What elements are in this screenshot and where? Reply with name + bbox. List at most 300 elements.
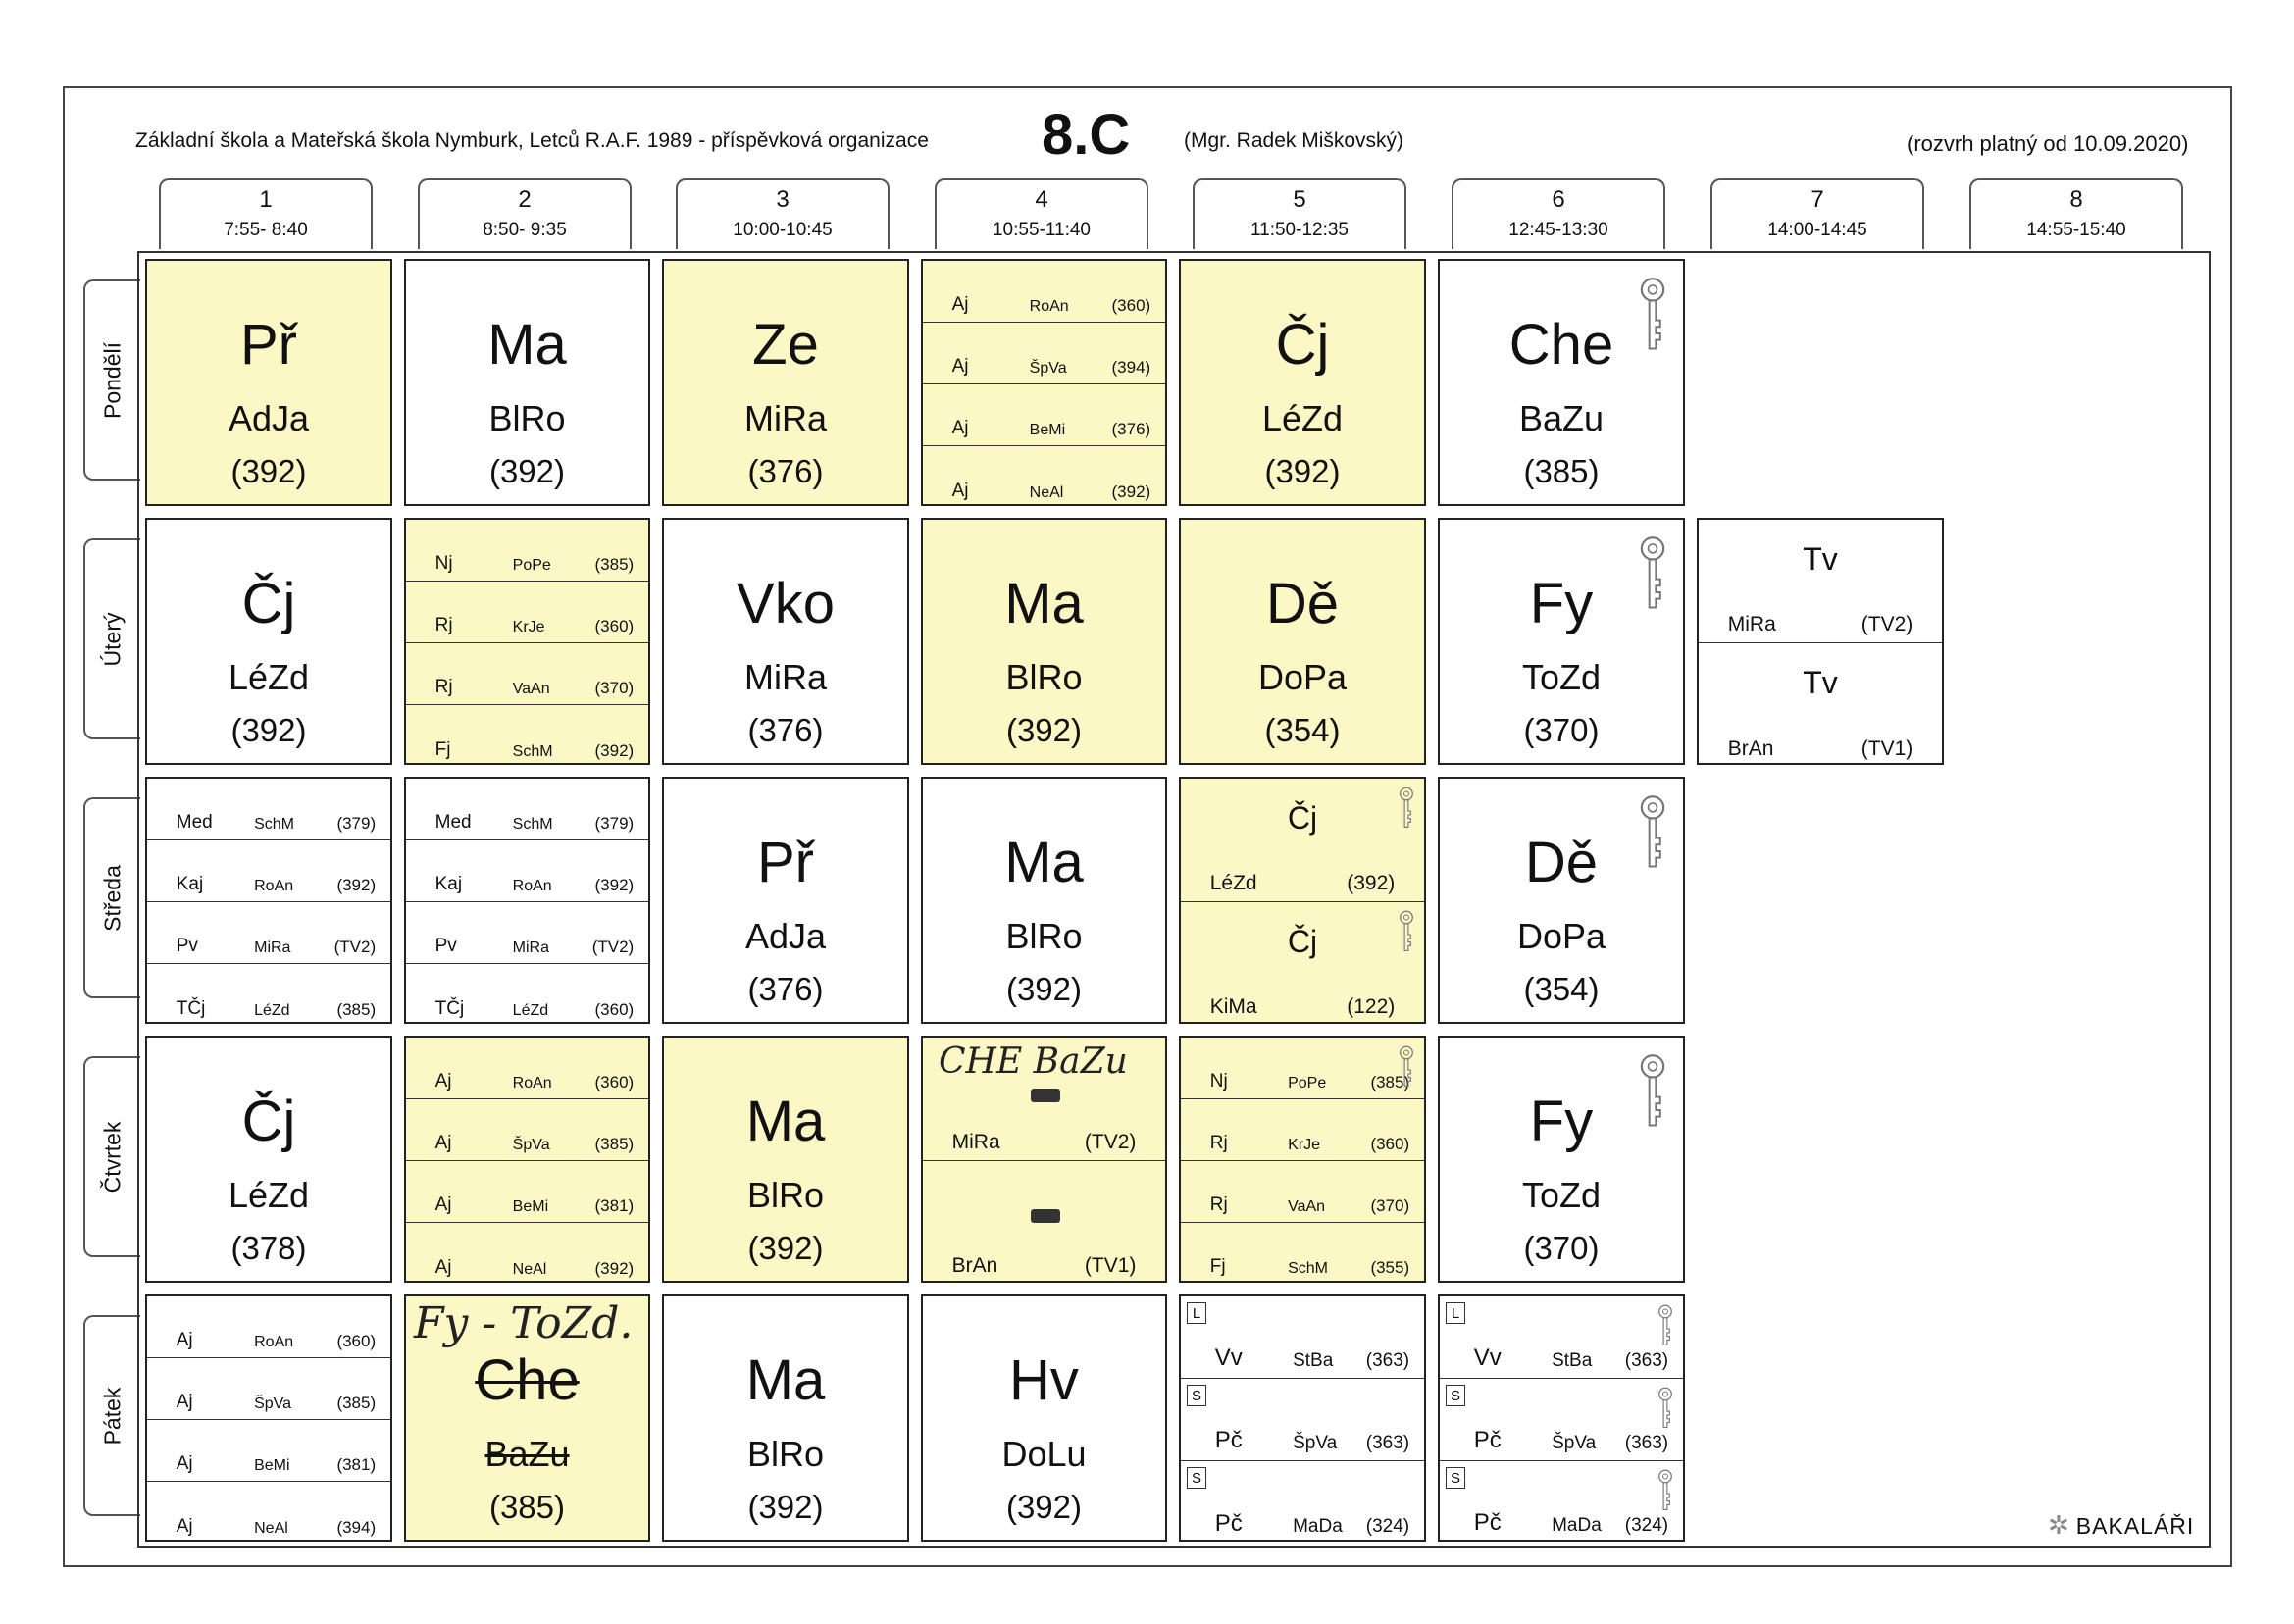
lesson-cell — [1697, 1036, 1944, 1283]
subject: Př — [757, 831, 814, 894]
subject: Pč — [1214, 1427, 1243, 1453]
lesson-row — [406, 902, 648, 964]
key-icon — [1657, 1469, 1673, 1512]
lesson-row — [147, 964, 390, 1024]
lesson-cell — [1956, 518, 2205, 765]
room: (354) — [1523, 971, 1600, 1007]
teacher: BlRo — [1005, 657, 1083, 697]
period-time: 11:50-12:35 — [1249, 220, 1349, 240]
subject: Aj — [176, 1330, 193, 1350]
teacher: KrJe — [512, 619, 545, 635]
lesson-row — [1181, 1038, 1424, 1099]
lesson-row — [1181, 1379, 1424, 1461]
teacher: RoAn — [1029, 298, 1069, 315]
lesson-row — [406, 840, 648, 902]
room: (360) — [594, 617, 635, 635]
lesson-row — [1699, 643, 1942, 765]
lesson-cell — [662, 259, 909, 506]
teacher: SchM — [254, 816, 295, 833]
room: (TV2) — [1861, 613, 1913, 635]
period-time: 14:00-14:45 — [1767, 220, 1867, 240]
teacher: BlRo — [746, 1175, 825, 1215]
room: (TV2) — [1084, 1131, 1137, 1153]
teacher: KiMa — [1209, 995, 1257, 1018]
key-icon — [1399, 787, 1414, 830]
lesson-mark: L — [1187, 1302, 1206, 1324]
room: (363) — [1365, 1433, 1410, 1453]
teacher: PoPe — [1288, 1075, 1327, 1091]
room: (392) — [488, 453, 566, 489]
lesson-row — [1699, 520, 1942, 643]
lesson-row — [147, 840, 390, 902]
subject: TČj — [176, 998, 206, 1019]
teacher: LéZd — [228, 657, 310, 697]
lesson-cell — [404, 777, 650, 1024]
lesson-cell — [662, 1294, 909, 1542]
room: (TV1) — [1861, 737, 1913, 760]
lesson-cell — [404, 1294, 650, 1542]
subject: Che — [1508, 313, 1614, 377]
teacher: AdJa — [744, 916, 827, 956]
room: (392) — [1264, 453, 1341, 489]
room: (378) — [230, 1230, 307, 1266]
teacher: BlRo — [1005, 916, 1083, 956]
key-icon — [1399, 910, 1414, 953]
period-number: 6 — [1552, 186, 1565, 213]
subject: Ma — [1004, 831, 1084, 894]
teacher: MiRa — [512, 939, 550, 956]
key-icon — [1638, 277, 1667, 353]
room: (360) — [1370, 1135, 1410, 1153]
day-label-mon — [83, 279, 140, 481]
room: (360) — [594, 1000, 635, 1019]
teacher: SchM — [512, 816, 553, 833]
room: (363) — [1624, 1433, 1669, 1453]
room: (385) — [488, 1489, 566, 1525]
room: (354) — [1264, 712, 1341, 748]
lesson-cell — [921, 1294, 1167, 1542]
period-time: 12:45-13:30 — [1508, 220, 1608, 240]
subject: Pč — [1214, 1510, 1243, 1537]
key-icon — [1657, 1304, 1673, 1347]
room: (392) — [1005, 971, 1083, 1007]
subject: Aj — [951, 418, 969, 438]
lesson-row — [1181, 1223, 1424, 1283]
lesson-row — [1181, 1099, 1424, 1161]
room: (355) — [1370, 1258, 1410, 1277]
subject: Fj — [1209, 1256, 1226, 1277]
school-name: Základní škola a Mateřská škola Nymburk, Letců R.A.F. 1989 - příspěvková organizace — [135, 129, 929, 152]
brand-logo — [2048, 1510, 2194, 1541]
teacher: PoPe — [512, 557, 551, 574]
teacher: LéZd — [1209, 872, 1257, 894]
lesson-cell — [145, 1036, 392, 1283]
teacher: BaZu — [1518, 398, 1605, 438]
lesson-mark: S — [1187, 1467, 1206, 1489]
lesson-cell — [1438, 259, 1685, 506]
period-header — [1193, 178, 1406, 249]
teacher: MiRa — [743, 657, 827, 697]
period-time: 10:55-11:40 — [992, 220, 1091, 240]
subject: Čj — [241, 572, 296, 635]
room: (360) — [594, 1073, 635, 1091]
teacher: ToZd — [1521, 657, 1602, 697]
lesson-cell — [662, 777, 909, 1024]
subject: Che — [475, 1348, 580, 1412]
handwritten-note: CHE BaZu — [939, 1041, 1128, 1082]
period-time: 10:00-10:45 — [733, 220, 833, 240]
lesson-cell — [1697, 518, 1944, 765]
subject: Ma — [745, 1090, 826, 1153]
teacher: NeAl — [1029, 484, 1064, 501]
subject: Pč — [1473, 1427, 1502, 1453]
teacher: BeMi — [512, 1198, 549, 1215]
lesson-row — [406, 1161, 648, 1223]
subject: Hv — [1009, 1348, 1079, 1412]
teacher: NeAl — [254, 1520, 288, 1537]
room: (394) — [1111, 358, 1151, 377]
room: (392) — [230, 712, 307, 748]
room: (385) — [594, 555, 635, 574]
teacher: ToZd — [1521, 1175, 1602, 1215]
subject: Aj — [951, 356, 969, 377]
validity-date: (rozvrh platný od 10.09.2020) — [1907, 131, 2189, 156]
scribble-mark — [1031, 1089, 1060, 1102]
period-time: 14:55-15:40 — [2026, 220, 2126, 240]
lesson-cell — [1179, 1036, 1426, 1283]
teacher: MiRa — [254, 939, 291, 956]
teacher: MiRa — [743, 398, 827, 438]
lesson-row — [923, 384, 1165, 446]
room: (376) — [747, 971, 824, 1007]
lesson-row — [406, 520, 648, 582]
room: (360) — [1111, 296, 1151, 315]
teacher: StBa — [1293, 1350, 1334, 1371]
room: (385) — [1523, 453, 1600, 489]
subject: Rj — [1209, 1133, 1228, 1153]
teacher: BeMi — [254, 1457, 290, 1474]
subject: TČj — [434, 998, 465, 1019]
key-icon — [1638, 794, 1667, 871]
teacher: ŠpVa — [254, 1396, 292, 1412]
subject: Aj — [434, 1133, 452, 1153]
room: (122) — [1347, 995, 1396, 1018]
teacher: ŠpVa — [1552, 1433, 1597, 1453]
subject: Fy — [1529, 1090, 1594, 1153]
period-header — [1710, 178, 1924, 249]
room: (385) — [336, 1000, 377, 1019]
teacher: StBa — [1552, 1350, 1593, 1371]
lesson-row — [406, 643, 648, 705]
lesson-mark: S — [1446, 1385, 1465, 1406]
room: (379) — [594, 814, 635, 833]
lesson-cell — [1697, 777, 1944, 1024]
room: (392) — [1005, 712, 1083, 748]
subject: Čj — [241, 1090, 296, 1153]
lesson-cell — [1179, 259, 1426, 506]
teacher: LéZd — [228, 1175, 310, 1215]
room: (376) — [747, 453, 824, 489]
lesson-cell — [921, 777, 1167, 1024]
gear-icon: ✲ — [2048, 1510, 2070, 1540]
teacher: BaZu — [484, 1434, 570, 1474]
lesson-cell — [1438, 1294, 1685, 1542]
brand-name: BAKALÁŘI — [2075, 1513, 2195, 1539]
lesson-row — [406, 964, 648, 1024]
lesson-cell — [1179, 777, 1426, 1024]
period-number: 2 — [518, 186, 532, 213]
teacher: VaAn — [512, 681, 550, 697]
subject: Aj — [434, 1194, 452, 1215]
subject: Vv — [1214, 1345, 1243, 1371]
subject: Tv — [1803, 665, 1838, 700]
key-icon — [1399, 1045, 1414, 1089]
key-icon — [1657, 1387, 1673, 1430]
teacher: RoAn — [254, 1334, 294, 1350]
subject: Kaj — [434, 874, 463, 894]
class-teacher: (Mgr. Radek Miškovský) — [1184, 129, 1404, 152]
lesson-row — [147, 779, 390, 840]
lesson-cell — [921, 518, 1167, 765]
teacher: MiRa — [951, 1131, 1000, 1153]
lesson-row — [147, 1296, 390, 1358]
room: (392) — [336, 876, 377, 894]
subject: Tv — [1803, 541, 1838, 577]
lesson-row — [147, 1482, 390, 1542]
subject: Rj — [1209, 1194, 1228, 1215]
teacher: ŠpVa — [1293, 1433, 1338, 1453]
period-header — [935, 178, 1148, 249]
teacher: LéZd — [512, 1002, 549, 1019]
subject: Dě — [1524, 831, 1599, 894]
room: (392) — [1347, 872, 1396, 894]
period-time: 8:50- 9:35 — [483, 220, 567, 240]
lesson-cell — [1956, 1036, 2205, 1283]
teacher: AdJa — [228, 398, 310, 438]
room: (TV2) — [333, 938, 377, 956]
subject: Med — [176, 812, 213, 833]
lesson-row — [147, 902, 390, 964]
subject: Čj — [1275, 313, 1330, 377]
period-number: 8 — [2069, 186, 2083, 213]
period-number: 7 — [1810, 186, 1824, 213]
teacher: DoPa — [1257, 657, 1348, 697]
timetable-grid — [137, 251, 2211, 1548]
teacher: BeMi — [1029, 422, 1066, 438]
lesson-row — [1181, 1461, 1424, 1542]
day-label-tue — [83, 538, 140, 739]
lesson-row — [923, 446, 1165, 506]
teacher: RoAn — [254, 878, 294, 894]
period-header — [418, 178, 632, 249]
teacher: BrAn — [951, 1254, 998, 1277]
subject: Nj — [1209, 1071, 1228, 1091]
room: (363) — [1365, 1350, 1410, 1371]
subject: Aj — [434, 1071, 452, 1091]
day-name: Středa — [99, 864, 126, 932]
lesson-cell — [145, 518, 392, 765]
room: (TV2) — [591, 938, 635, 956]
teacher: LéZd — [1261, 398, 1344, 438]
lesson-row — [406, 705, 648, 765]
period-time: 7:55- 8:40 — [224, 220, 308, 240]
period-header — [1969, 178, 2183, 249]
room: (379) — [336, 814, 377, 833]
room: (392) — [747, 1489, 824, 1525]
lesson-row — [1181, 1296, 1424, 1379]
room: (392) — [594, 741, 635, 760]
lesson-cell — [662, 1036, 909, 1283]
subject: Ma — [487, 313, 567, 377]
subject: Aj — [176, 1516, 193, 1537]
room: (392) — [1005, 1489, 1083, 1525]
teacher: RoAn — [512, 878, 552, 894]
class-name: 8.C — [1042, 103, 1131, 167]
room: (392) — [1111, 482, 1151, 501]
lesson-cell — [921, 1036, 1167, 1283]
room: (376) — [747, 712, 824, 748]
period-number: 4 — [1035, 186, 1048, 213]
room: (324) — [1365, 1516, 1410, 1537]
room: (376) — [1111, 420, 1151, 438]
room: (324) — [1624, 1515, 1669, 1536]
room: (370) — [594, 679, 635, 697]
lesson-cell — [1438, 1036, 1685, 1283]
room: (392) — [230, 453, 307, 489]
room: (392) — [594, 876, 635, 894]
period-number: 5 — [1293, 186, 1306, 213]
teacher: KrJe — [1288, 1137, 1321, 1153]
subject: Čj — [1287, 800, 1318, 836]
subject: Rj — [434, 677, 453, 697]
teacher: SchM — [1288, 1260, 1329, 1277]
subject: Ze — [752, 313, 819, 377]
subject: Pv — [176, 936, 198, 956]
room: (385) — [594, 1135, 635, 1153]
teacher: MaDa — [1552, 1515, 1602, 1536]
lesson-row — [923, 261, 1165, 323]
lesson-row — [1440, 1461, 1683, 1542]
teacher: BlRo — [746, 1434, 825, 1474]
subject: Čj — [1287, 924, 1318, 959]
room: (394) — [336, 1518, 377, 1537]
subject: Fj — [434, 739, 451, 760]
period-number: 3 — [776, 186, 790, 213]
subject: Vko — [737, 572, 835, 635]
period-number: 1 — [259, 186, 273, 213]
lesson-cell — [404, 518, 650, 765]
room: (360) — [336, 1332, 377, 1350]
subject: Aj — [176, 1392, 193, 1412]
day-name: Čtvrtek — [99, 1121, 126, 1193]
room: (385) — [1370, 1073, 1410, 1091]
period-header — [676, 178, 890, 249]
subject: Př — [240, 313, 297, 377]
lesson-row — [406, 582, 648, 643]
lesson-mark: S — [1187, 1385, 1206, 1406]
period-header — [159, 178, 373, 249]
period-header — [1452, 178, 1665, 249]
teacher: BrAn — [1727, 737, 1774, 760]
lesson-row — [147, 1358, 390, 1420]
teacher: ŠpVa — [1029, 360, 1067, 377]
lesson-cell — [1697, 1294, 1944, 1542]
day-name: Pondělí — [99, 341, 126, 419]
subject: Ma — [745, 1348, 826, 1412]
lesson-row — [147, 1420, 390, 1482]
lesson-row — [406, 1038, 648, 1099]
lesson-cell — [1179, 518, 1426, 765]
room: (370) — [1523, 712, 1600, 748]
lesson-cell — [1438, 518, 1685, 765]
lesson-cell — [1956, 259, 2205, 506]
subject: Fy — [1529, 572, 1594, 635]
lesson-cell — [921, 259, 1167, 506]
room: (392) — [747, 1230, 824, 1266]
teacher: MiRa — [1727, 613, 1776, 635]
lesson-cell — [662, 518, 909, 765]
subject: Vv — [1473, 1345, 1502, 1371]
day-label-wed — [83, 797, 140, 998]
teacher: LéZd — [254, 1002, 290, 1019]
lesson-row — [406, 1099, 648, 1161]
teacher: DoLu — [1001, 1434, 1087, 1474]
subject: Aj — [951, 294, 969, 315]
lesson-cell — [145, 1294, 392, 1542]
subject: Aj — [434, 1257, 452, 1278]
lesson-cell — [404, 1036, 650, 1283]
subject: Pv — [434, 936, 457, 956]
day-name: Úterý — [99, 612, 126, 666]
lesson-row — [1440, 1296, 1683, 1379]
lesson-row — [406, 779, 648, 840]
subject: Aj — [951, 481, 969, 501]
room: (385) — [336, 1394, 377, 1412]
lesson-cell — [1438, 777, 1685, 1024]
day-label-fri — [83, 1315, 140, 1516]
lesson-mark: L — [1446, 1302, 1465, 1324]
lesson-cell — [145, 777, 392, 1024]
lesson-cell — [1179, 1294, 1426, 1542]
subject: Dě — [1265, 572, 1340, 635]
room: (363) — [1624, 1350, 1669, 1371]
subject: Kaj — [176, 874, 204, 894]
lesson-cell — [1956, 1294, 2205, 1542]
day-name: Pátek — [99, 1387, 126, 1445]
subject: Rj — [434, 615, 453, 635]
lesson-row — [1181, 1161, 1424, 1223]
teacher: NeAl — [512, 1261, 547, 1278]
room: (TV1) — [1084, 1254, 1137, 1277]
subject: Pč — [1473, 1509, 1502, 1536]
subject: Nj — [434, 553, 453, 574]
teacher: MaDa — [1293, 1516, 1343, 1537]
lesson-row — [1181, 902, 1424, 1024]
room: (370) — [1370, 1196, 1410, 1215]
room: (370) — [1523, 1230, 1600, 1266]
teacher: VaAn — [1288, 1198, 1326, 1215]
room: (392) — [594, 1259, 635, 1278]
lesson-row — [406, 1223, 648, 1283]
teacher: DoPa — [1516, 916, 1606, 956]
teacher: ŠpVa — [512, 1137, 550, 1153]
teacher: BlRo — [488, 398, 566, 438]
handwritten-note: Fy - ToZd. — [414, 1298, 634, 1348]
subject: Aj — [176, 1453, 193, 1474]
subject: Med — [434, 812, 472, 833]
subject: Ma — [1004, 572, 1084, 635]
lesson-row — [1440, 1379, 1683, 1461]
